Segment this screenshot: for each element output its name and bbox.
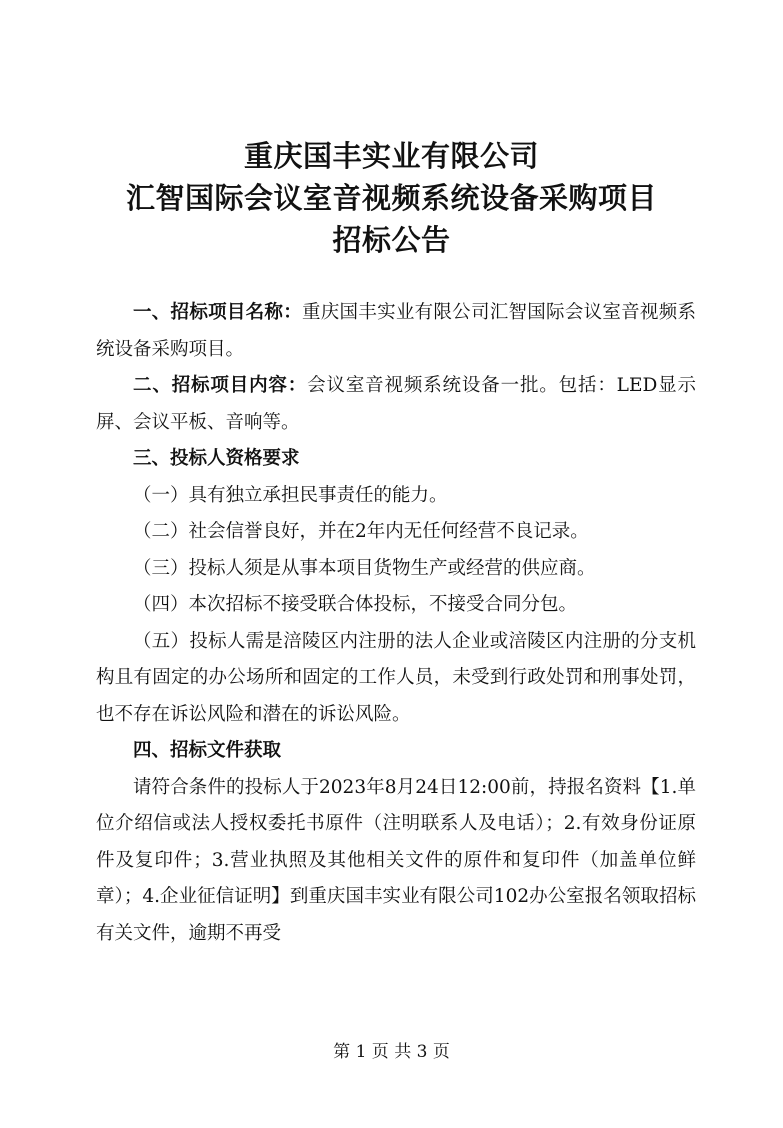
section-4-heading: 四、招标文件获取: [133, 740, 282, 761]
qualification-item: （二）社会信誉良好，并在2年内无任何经营不良记录。: [133, 521, 589, 542]
title-notice: 招标公告: [332, 223, 451, 257]
section-2-text: 会议室音视频系统设备一批。包括：LED显示屏、会议平板、音响等。: [96, 375, 696, 433]
section-1-heading: 一、招标项目名称：: [133, 302, 302, 323]
section-project-content: [96, 368, 696, 441]
section-1-text: 重庆国丰实业有限公司汇智国际会议室音视频系统设备采购项目。: [96, 302, 696, 360]
section-2-heading: 二、招标项目内容：: [133, 375, 308, 396]
section-project-name: [96, 295, 696, 368]
qualification-item: （三）投标人须是从事本项目货物生产或经营的供应商。: [133, 557, 596, 579]
title-project: 汇智国际会议室音视频系统设备采购项目: [125, 181, 657, 215]
section-3-heading: 三、投标人资格要求: [133, 448, 300, 469]
qualification-item: （四）本次招标不接受联合体投标，不接受合同分包。: [133, 594, 578, 615]
qualification-item: （一）具有独立承担民事责任的能力。: [133, 484, 448, 506]
qualification-item: （五）投标人需是涪陵区内注册的法人企业或涪陵区内注册的分支机构且有固定的办公场所和固定的工作人员，未受到行政处罚和刑事处罚，也不存在诉讼风险和潜在的诉讼风险。: [96, 630, 696, 725]
section-4-text: 请符合条件的投标人于2023年8月24日12:00前，持报名资料【1.单位介绍信或法人授权委托书原件（注明联系人及电话）；2.有效身份证原件及复印件；3.营业执照及其他相关文件的原件和复印件（加盖单位鲜章）；4.企业征信证明】到重庆国丰实业有限公司102办公室报名领取招标有关文件，逾期不再受: [96, 776, 696, 944]
page-footer: 第 1 页 共 3 页: [333, 1042, 450, 1062]
document-body: [96, 295, 696, 952]
document-title: [0, 135, 783, 261]
title-company: 重庆国丰实业有限公司: [243, 139, 539, 173]
